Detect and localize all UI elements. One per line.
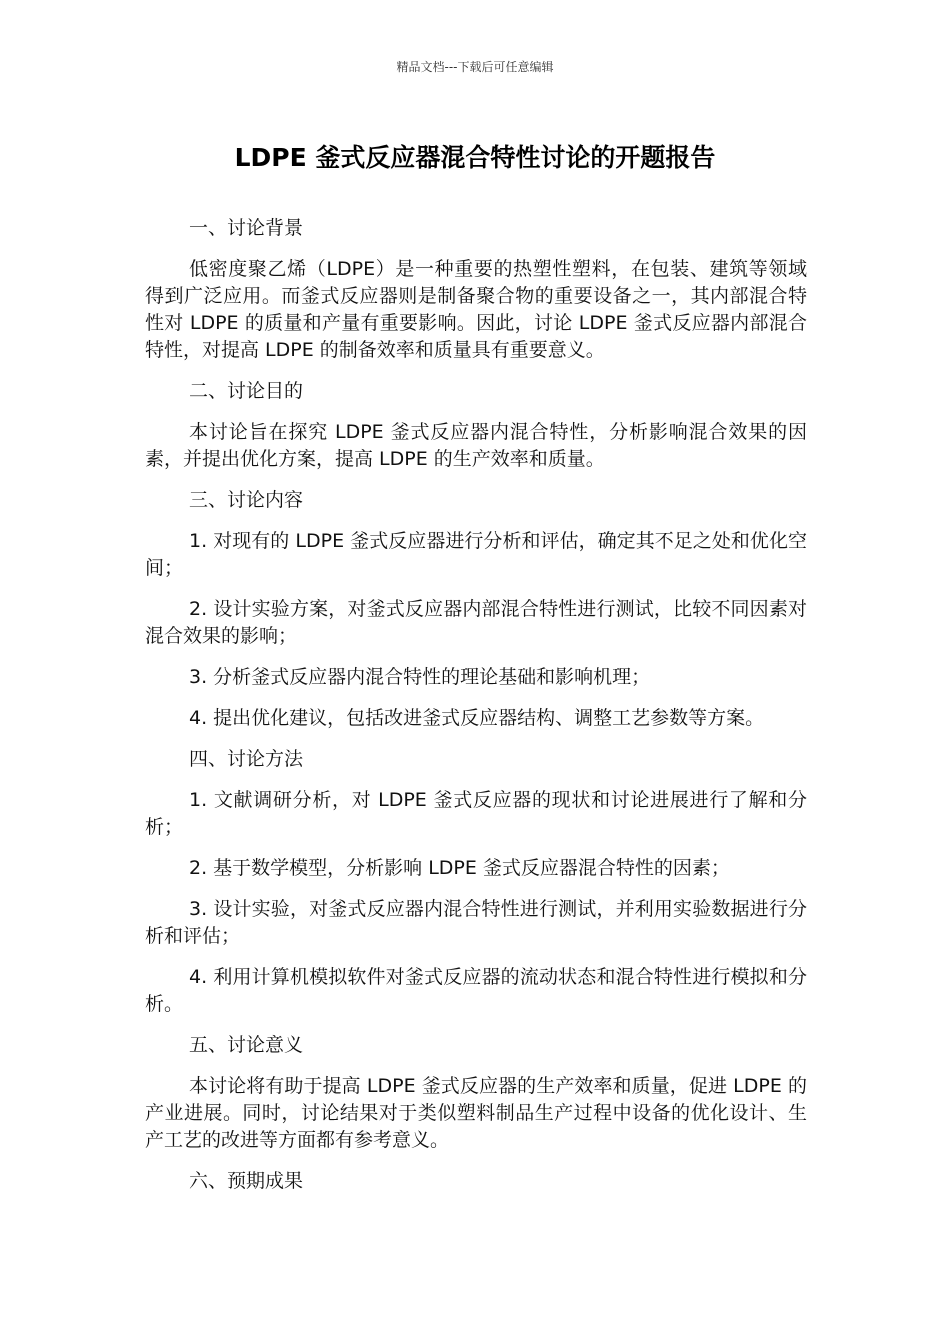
paragraph-significance: 本讨论将有助于提高 LDPE 釜式反应器的生产效率和质量，促进 LDPE 的产业进展。同时，讨论结果对于类似塑料制品生产过程中设备的优化设计、生产工艺的改进等方面都有参考意义。 <box>145 1075 807 1151</box>
list-item-method-4: 4. 利用计算机模拟软件对釜式反应器的流动状态和混合特性进行模拟和分析。 <box>145 966 807 1015</box>
paragraph-purpose: 本讨论旨在探究 LDPE 釜式反应器内混合特性，分析影响混合效果的因素，并提出优化方案，提高 LDPE 的生产效率和质量。 <box>145 421 807 470</box>
section-heading-expected-results: 六、预期成果 <box>189 1170 304 1192</box>
section-heading-content: 三、讨论内容 <box>189 489 304 511</box>
section-heading-background: 一、讨论背景 <box>189 217 304 239</box>
document-title: LDPE 釜式反应器混合特性讨论的开题报告 <box>234 143 716 172</box>
section-heading-significance: 五、讨论意义 <box>189 1034 304 1056</box>
section-heading-purpose: 二、讨论目的 <box>189 380 304 402</box>
list-item-content-4: 4. 提出优化建议，包括改进釜式反应器结构、调整工艺参数等方案。 <box>189 707 765 729</box>
document-body <box>145 215 807 1209</box>
paragraph-background: 低密度聚乙烯（LDPE）是一种重要的热塑性塑料，在包装、建筑等领域得到广泛应用。而釜式反应器则是制备聚合物的重要设备之一，其内部混合特性对 LDPE 的质量和产量有重要影响。因此，讨论 LDPE 釜式反应器内部混合特性，对提高 LDPE 的制备效率和质量具有重要意义。 <box>145 258 807 361</box>
list-item-method-2: 2. 基于数学模型，分析影响 LDPE 釜式反应器混合特性的因素； <box>189 857 730 879</box>
list-item-content-1: 1. 对现有的 LDPE 釜式反应器进行分析和评估，确定其不足之处和优化空间； <box>145 530 807 579</box>
list-item-method-1: 1. 文献调研分析，对 LDPE 釜式反应器的现状和讨论进展进行了解和分析； <box>145 789 807 838</box>
list-item-content-3: 3. 分析釜式反应器内混合特性的理论基础和影响机理； <box>189 666 651 688</box>
list-item-method-3: 3. 设计实验，对釜式反应器内混合特性进行测试，并利用实验数据进行分析和评估； <box>145 898 807 947</box>
page-header-watermark: 精品文档---下载后可任意编辑 <box>396 60 554 74</box>
section-heading-methods: 四、讨论方法 <box>189 748 304 770</box>
list-item-content-2: 2. 设计实验方案，对釜式反应器内部混合特性进行测试，比较不同因素对混合效果的影响； <box>145 598 807 647</box>
